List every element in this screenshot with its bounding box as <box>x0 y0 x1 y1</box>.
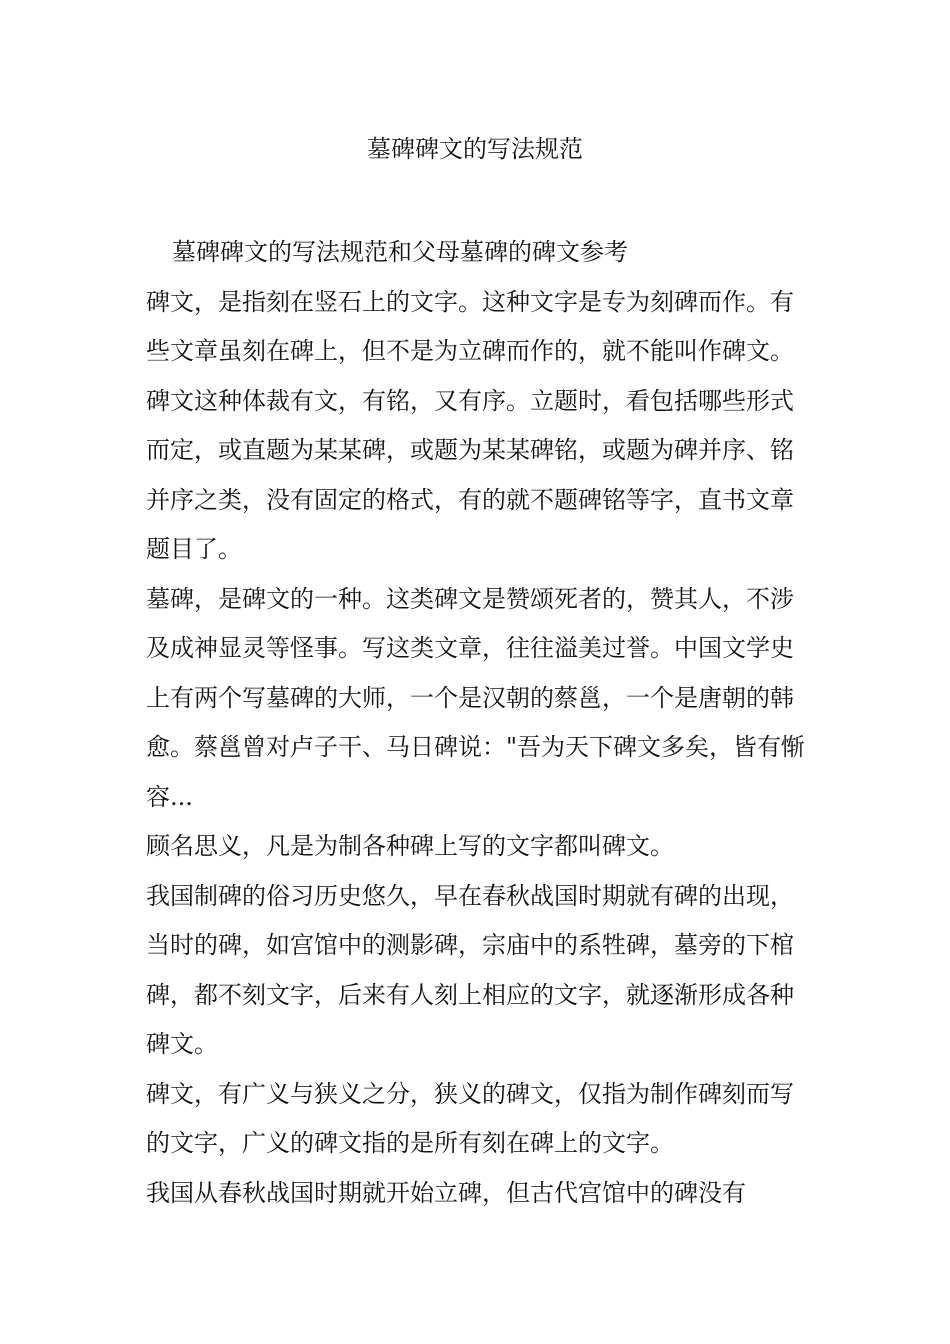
paragraph: 我国制碑的俗习历史悠久，早在春秋战国时期就有碑的出现，当时的碑，如宫馆中的测影碑，宗庙中的系牲碑，墓旁的下棺碑，都不刻文字，后来有人刻上相应的文字，就逐渐形成各种碑文。 <box>146 881 794 1058</box>
document-body <box>146 228 806 1218</box>
paragraph: 我国从春秋战国时期就开始立碑，但古代宫馆中的碑没有 <box>146 1178 746 1207</box>
document-subtitle: 墓碑碑文的写法规范和父母墓碑的碑文参考 <box>172 238 628 266</box>
paragraph: 顾名思义，凡是为制各种碑上写的文字都叫碑文。 <box>146 832 674 860</box>
paragraph: 碑文，有广义与狭义之分，狭义的碑文，仅指为制作碑刻而写的文字，广义的碑文指的是所有刻在碑上的文字。 <box>146 1079 794 1157</box>
document-title: 墓碑碑文的写法规范 <box>367 135 583 163</box>
paragraph: 墓碑，是碑文的一种。这类碑文是赞颂死者的，赞其人，不涉及成神显灵等怪事。写这类文章，往往溢美过誉。中国文学史上有两个写墓碑的大师，一个是汉朝的蔡邕，一个是唐朝的韩愈。蔡邕曾对卢子干、马日碑说："吾为天下碑文多矣，皆有惭容... <box>146 584 806 811</box>
paragraph: 碑文，是指刻在竖石上的文字。这种文字是专为刻碑而作。有些文章虽刻在碑上，但不是为立碑而作的，就不能叫作碑文。碑文这种体裁有文，有铭，又有序。立题时，看包括哪些形式而定，或直题为某某碑，或题为某某碑铭，或题为碑并序、铭并序之类，没有固定的格式，有的就不题碑铭等字，直书文章题目了。 <box>146 287 794 563</box>
